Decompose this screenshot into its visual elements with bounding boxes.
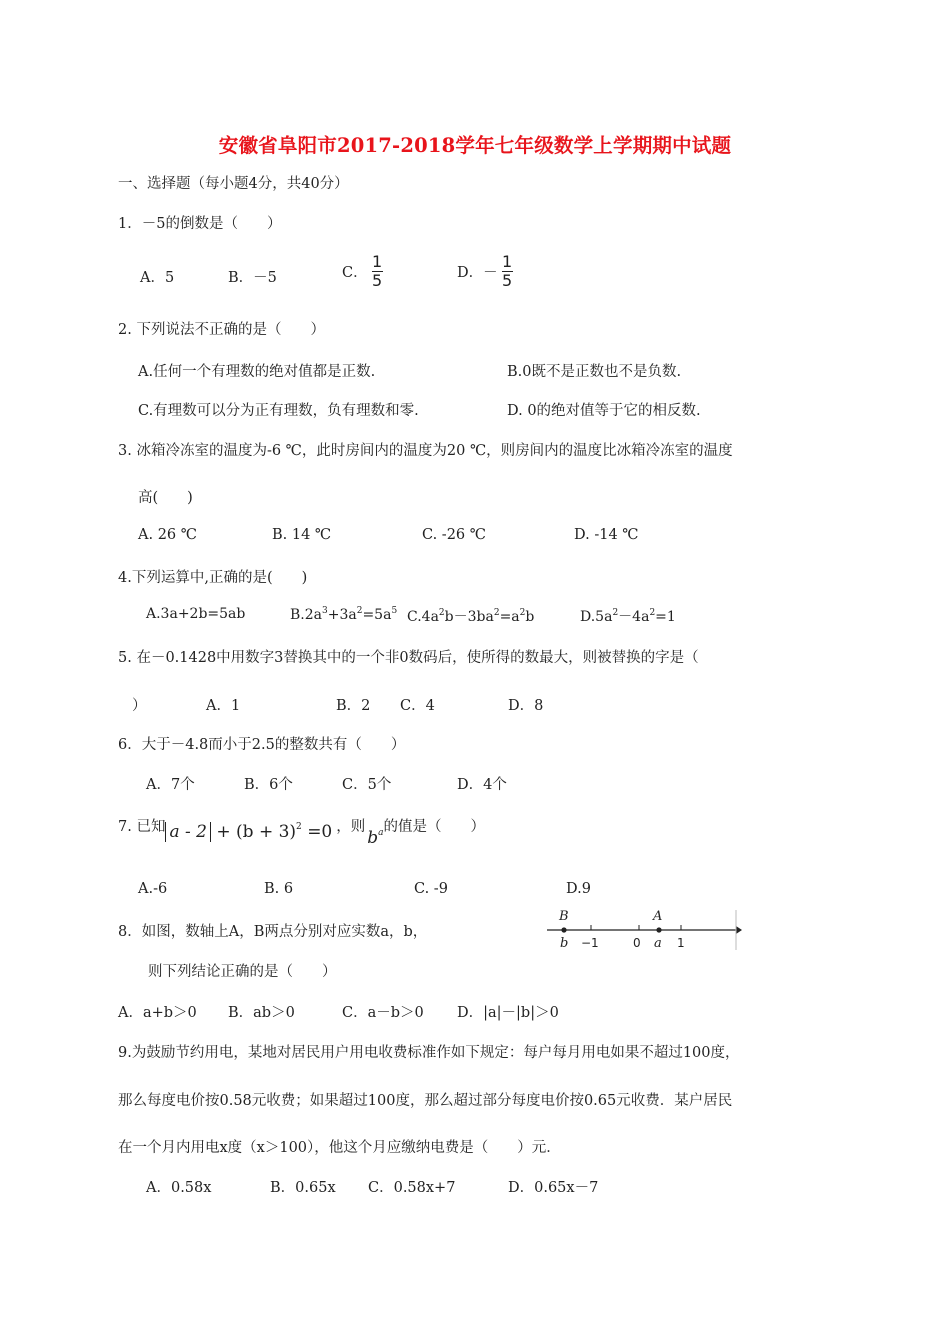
q9-option-c: C．0.58x+7 (368, 1180, 456, 1196)
point-b-dot (561, 927, 566, 932)
number-line-figure (543, 906, 743, 952)
q2-option-b: B.0既不是正数也不是负数. (507, 364, 682, 380)
q6-option-d: D．4个 (457, 777, 507, 793)
q9-option-d: D．0.65x－7 (508, 1180, 599, 1196)
q7-suffix: 的值是（ ） (383, 819, 486, 835)
q8-option-b: B．ab＞0 (228, 1005, 295, 1021)
q8-option-d: D．|a|－|b|＞0 (457, 1005, 559, 1021)
q7-option-b: B. 6 (264, 881, 294, 897)
q3-option-c: C. -26 ℃ (422, 527, 486, 543)
q7-prefix: 7. 已知 (118, 819, 166, 835)
label-b: b (560, 936, 569, 951)
question-1-stem: 1．－5的倒数是（ ） (118, 216, 282, 232)
question-7-stem (118, 815, 485, 848)
q7-equation: $a - 2 + (b + 3)^2 =0$ (165, 822, 332, 842)
q7-option-c: C. -9 (414, 881, 448, 897)
q7-option-a: A.-6 (138, 881, 168, 897)
q9-option-a: A．0.58x (146, 1180, 212, 1196)
question-9-line-1: 9.为鼓励节约用电，某地对居民用户用电收费标准作如下规定：每户每月用电如果不超过100度， (118, 1045, 740, 1061)
question-3-stem-cont: 高( ) (138, 490, 193, 506)
q7-option-d: D.9 (566, 881, 591, 897)
fraction-one-fifth (502, 254, 513, 289)
q1-option-b: B．－5 (228, 270, 277, 286)
q5-option-b: B．2 (336, 698, 371, 714)
q3-option-d: D. -14 ℃ (574, 527, 639, 543)
q6-option-c: C．5个 (342, 777, 392, 793)
question-5-stem: 5. 在－0.1428中用数字3替换其中的一个非0数码后，使所得的数最大，则被替换的字是（ (118, 650, 699, 666)
q4-option-d: $D.5a^2-4a^2=1$ (580, 608, 676, 625)
q2-option-d: D. 0的绝对值等于它的相反数. (507, 403, 701, 419)
q2-option-a: A.任何一个有理数的绝对值都是正数. (138, 364, 376, 380)
label-A: A (653, 909, 663, 924)
question-3-stem: 3. 冰箱冷冻室的温度为-6 ℃，此时房间内的温度为20 ℃，则房间内的温度比冰箱冷冻室的温度 (118, 443, 733, 459)
label-zero: 0 (633, 936, 641, 950)
fraction-numerator: 1 (372, 252, 383, 271)
fraction-one-fifth (372, 254, 383, 289)
q9-option-b: B．0.65x (270, 1180, 336, 1196)
fraction-denominator: 5 (372, 271, 383, 290)
question-9-line-2: 那么每度电价按0.58元收费；如果超过100度，那么超过部分每度电价按0.65元收费．某户居民 (118, 1093, 733, 1109)
question-8-stem-cont: 则下列结论正确的是（ ） (148, 964, 337, 980)
q8-option-a: A．a+b＞0 (118, 1005, 197, 1021)
fraction-numerator: 1 (502, 252, 513, 271)
q5-option-d: D．8 (508, 698, 544, 714)
q4-option-a: A.3a+2b=5ab (146, 606, 246, 622)
axis-arrow-icon (736, 926, 742, 934)
q1-option-c-label: C． (342, 265, 368, 281)
q5-option-a: A．1 (206, 698, 241, 714)
question-2-stem: 2. 下列说法不正确的是（ ） (118, 322, 325, 338)
point-a-dot (656, 927, 661, 932)
q6-option-a: A．7个 (146, 777, 195, 793)
q3-option-a: A. 26 ℃ (138, 527, 197, 543)
q1-option-d (457, 254, 513, 289)
q3-option-b: B. 14 ℃ (272, 527, 332, 543)
q2-option-c: C.有理数可以分为正有理数，负有理数和零. (138, 403, 419, 419)
fraction-denominator: 5 (502, 271, 513, 290)
q4-option-c: $C.4a^2b-3ba^2=a^2b$ (407, 608, 535, 625)
q1-option-a: A．5 (140, 270, 175, 286)
q5-option-c: C．4 (400, 698, 435, 714)
q1-option-d-label: D．－ (457, 265, 498, 281)
section-heading: 一、选择题（每小题4分，共40分） (118, 176, 349, 192)
question-5-paren: ） (132, 698, 147, 714)
label-one: 1 (677, 936, 685, 950)
q1-option-c (342, 254, 383, 289)
question-9-line-3: 在一个月内用电x度（x＞100），他这个月应缴纳电费是（ ）元． (118, 1140, 561, 1156)
question-8-stem: 8．如图，数轴上A，B两点分别对应实数a，b， (118, 924, 428, 940)
q7-power: $b^a$ (367, 828, 384, 848)
label-a: a (654, 936, 662, 951)
q8-option-c: C．a－b＞0 (342, 1005, 424, 1021)
question-4-stem: 4.下列运算中,正确的是( ) (118, 570, 308, 586)
q6-option-b: B．6个 (244, 777, 293, 793)
label-minus-one: −1 (581, 936, 599, 950)
q4-option-b: $B.2a^3+3a^2=5a^5$ (290, 606, 398, 623)
question-6-stem: 6．大于－4.8而小于2.5的整数共有（ ） (118, 737, 406, 753)
page-title: 安徽省阜阳市2017-2018学年七年级数学上学期期中试题 (218, 134, 732, 157)
q7-then: ，则 (336, 819, 366, 835)
label-B: B (559, 909, 569, 924)
